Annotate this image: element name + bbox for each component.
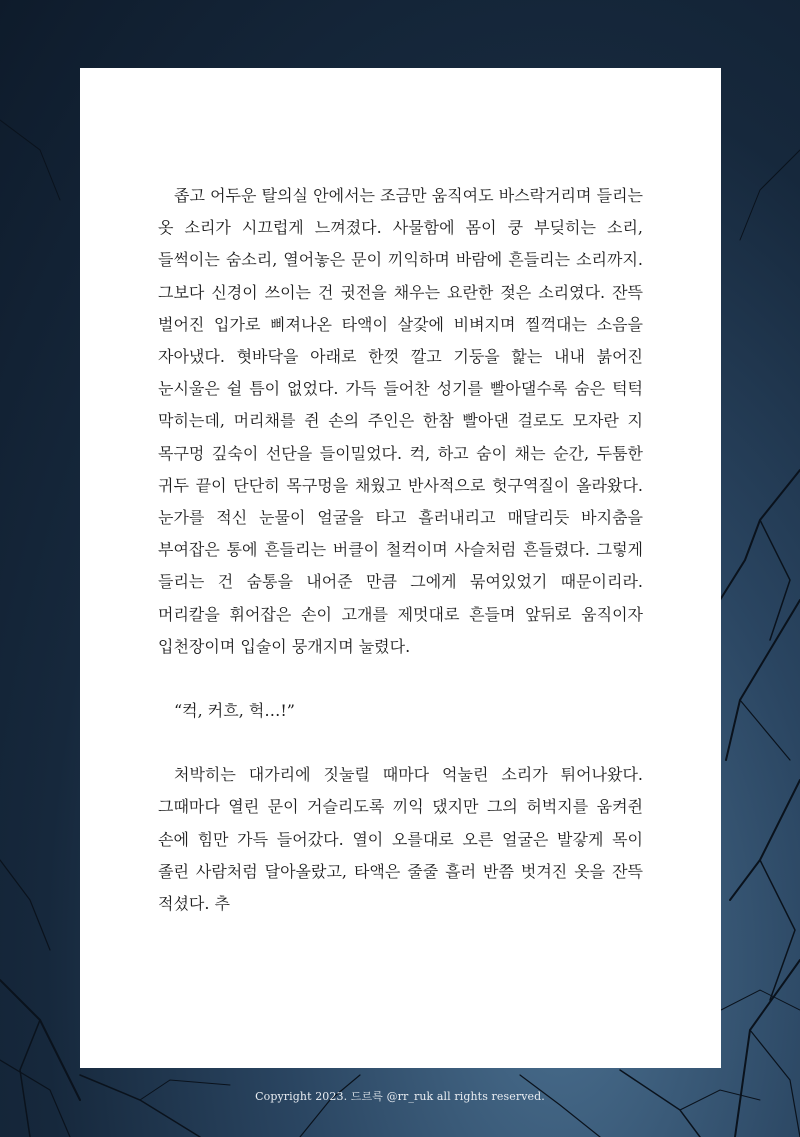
document-page xyxy=(80,68,721,1068)
dialogue-line: “컥, 커흐, 헉…!” xyxy=(174,701,295,721)
copyright-notice: Copyright 2023. 드르륵 @rr_ruk all rights reserved. xyxy=(255,1090,545,1103)
body-paragraph-2: 처박히는 대가리에 짓눌릴 때마다 억눌린 소리가 튀어나왔다. 그때마다 열린 문이 거슬리도록 끼익 댔지만 그의 허벅지를 움켜쥔 손에 힘만 가득 들어갔다. 열이 오를대로 오른 얼굴은 발갛게 목이 졸린 사람처럼 달아올랐고, 타액은 줄줄 흘러 반쯤 벗겨진 옷을 잔뜩 적셨다. 추 xyxy=(158,765,643,914)
body-paragraph-1: 좁고 어두운 탈의실 안에서는 조금만 움직여도 바스락거리며 들리는 옷 소리가 시끄럽게 느껴졌다. 사물함에 몸이 쿵 부딪히는 소리, 들썩이는 숨소리, 열어놓은 문이 끼익하며 바람에 흔들리는 소리까지. 그보다 신경이 쓰이는 건 귓전을 채우는 요란한 젖은 소리였다. 잔뜩 벌어진 입가로 삐져나온 타액이 살갗에 비벼지며 찔꺽대는 소음을 자아냈다. 혓바닥을 아래로 한껏 깔고 기둥을 핥는 내내 붉어진 눈시울은 쉴 틈이 없었다. 가득 들어찬 성기를 빨아댈수록 숨은 턱턱 막히는데, 머리채를 쥔 손의 주인은 한참 빨아댄 걸로도 모자란 지 목구멍 깊숙이 선단을 들이밀었다. 컥, 하고 숨이 채는 순간, 두툼한 귀두 끝이 단단히 목구멍을 채웠고 반사적으로 헛구역질이 올라왔다. 눈가를 적신 눈물이 얼굴을 타고 흘러내리고 매달리듯 바지춤을 부여잡은 통에 흔들리는 버클이 철컥이며 사슬처럼 흔들렸다. 그렇게 들리는 건 숨통을 내어준 만큼 그에게 묶여있었기 때문이리라. 머리칼을 휘어잡은 손이 고개를 제멋대로 흔들며 앞뒤로 움직이자 입천장이며 입술이 뭉개지며 눌렸다. xyxy=(158,186,643,656)
